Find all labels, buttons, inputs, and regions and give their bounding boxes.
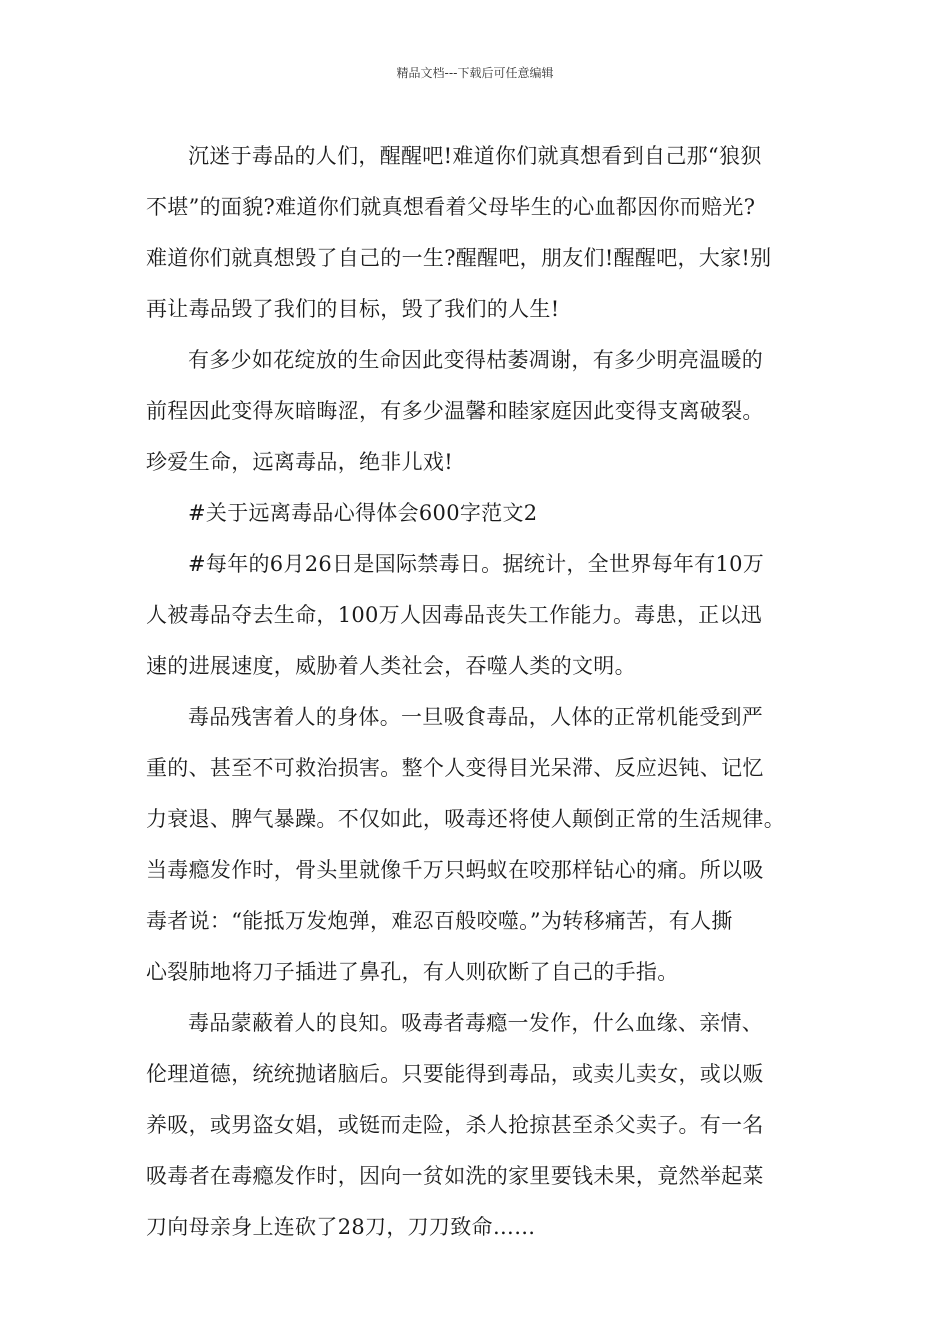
- page-header: 精品文档---下载后可任意编辑: [396, 66, 554, 80]
- paragraph-line: 力衰退、脾气暴躁。不仅如此，吸毒还将使人颠倒正常的生活规律。: [146, 807, 785, 831]
- paragraph-line: 毒品残害着人的身体。一旦吸食毒品，人体的正常机能受到严: [188, 705, 764, 729]
- paragraph-3: [146, 539, 806, 692]
- paragraph-line: 当毒瘾发作时，骨头里就像千万只蚂蚁在咬那样钻心的痛。所以吸: [146, 858, 764, 882]
- paragraph-line: 难道你们就真想毁了自己的一生?醒醒吧，朋友们!醒醒吧，大家!别: [146, 246, 772, 270]
- paragraph-line: 沉迷于毒品的人们，醒醒吧!难道你们就真想看到自己那“狼狈: [188, 144, 762, 168]
- paragraph-line: 毒者说：“能抵万发炮弹，难忍百般咬噬。”为转移痛苦，有人撕: [146, 909, 733, 933]
- paragraph-line: 毒品蒙蔽着人的良知。吸毒者毒瘾一发作，什么血缘、亲情、: [188, 1011, 764, 1035]
- paragraph-line: 珍爱生命，远离毒品，绝非儿戏!: [146, 450, 453, 474]
- paragraph-line: 重的、甚至不可救治损害。整个人变得目光呆滞、反应迟钝、记忆: [146, 756, 764, 780]
- paragraph-line: 伦理道德，统统抛诸脑后。只要能得到毒品，或卖儿卖女，或以贩: [146, 1062, 764, 1086]
- paragraph-line: 人被毒品夺去生命，100万人因毒品丧失工作能力。毒患，正以迅: [146, 603, 763, 627]
- paragraph-2: [146, 335, 806, 488]
- paragraph-line: 再让毒品毁了我们的目标，毁了我们的人生!: [146, 297, 560, 321]
- paragraph-line: 速的进展速度，威胁着人类社会，吞噬人类的文明。: [146, 654, 636, 678]
- paragraph-line: 吸毒者在毒瘾发作时，因向一贫如洗的家里要钱未果，竟然举起菜: [146, 1164, 764, 1188]
- paragraph-4: [146, 692, 806, 998]
- section-heading: [146, 488, 806, 539]
- paragraph-line: 前程因此变得灰暗晦涩，有多少温馨和睦家庭因此变得支离破裂。: [146, 399, 764, 423]
- paragraph-1: [146, 131, 806, 335]
- paragraph-5: [146, 998, 806, 1253]
- heading-line: #关于远离毒品心得体会600字范文2: [188, 501, 538, 525]
- paragraph-line: 养吸，或男盗女娼，或铤而走险，杀人抢掠甚至杀父卖子。有一名: [146, 1113, 764, 1137]
- document-body: [146, 131, 806, 1253]
- paragraph-line: 心裂肺地将刀子插进了鼻孔，有人则砍断了自己的手指。: [146, 960, 679, 984]
- paragraph-line: #每年的6月26日是国际禁毒日。据统计，全世界每年有10万: [188, 552, 765, 576]
- paragraph-line: 刀向母亲身上连砍了28刀，刀刀致命……: [146, 1215, 536, 1239]
- paragraph-line: 有多少如花绽放的生命因此变得枯萎凋谢，有多少明亮温暖的: [188, 348, 764, 372]
- paragraph-line: 不堪”的面貌?难道你们就真想看着父母毕生的心血都因你而赔光?: [146, 195, 756, 219]
